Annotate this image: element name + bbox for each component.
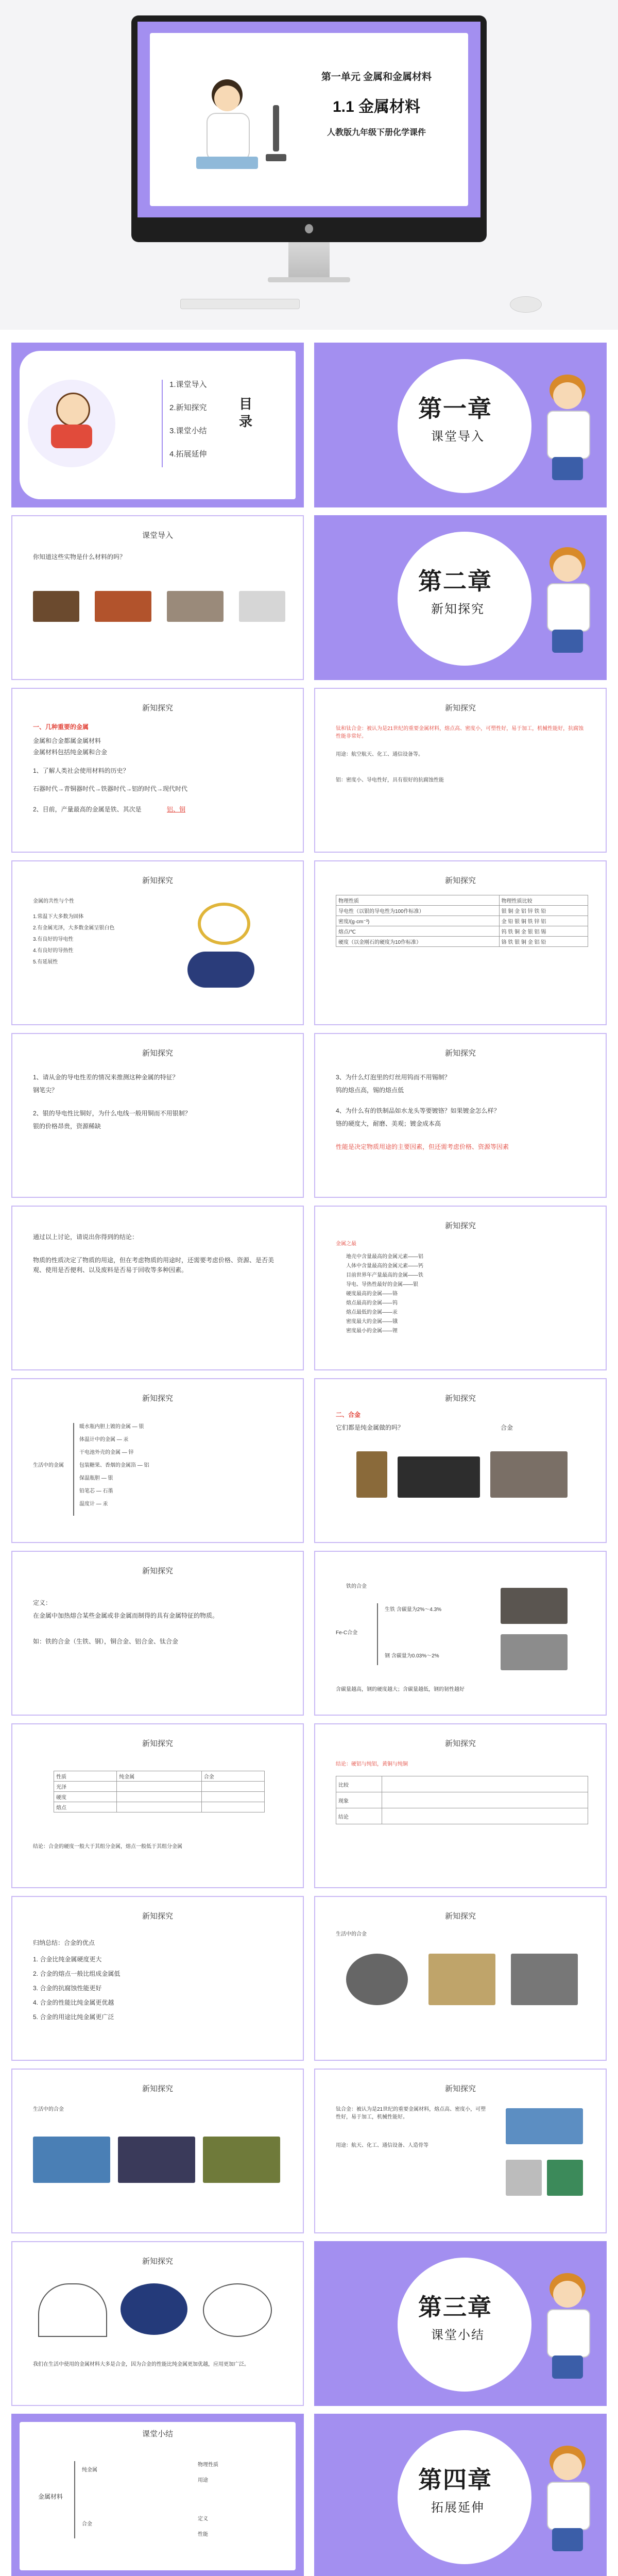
cover-section [0,0,618,330]
explore-3-line: 4.有良好的导热性 [33,948,74,954]
table-cell: 结论 [336,1808,382,1824]
table-cell: 光泽 [54,1782,117,1792]
explore-7-line: 物质的性质决定了物质的用途，但在考虑物质的用途时，还需要考虑价格、资源、是否美观、使用是否便利、以及废料是否易于回收等多种因素。 [33,1257,274,1274]
table-cell: 铬 铁 银 铜 金 铝 铅 [499,937,588,947]
explore-1-line: 金属材料包括纯金属和合金 [33,749,108,756]
explore-2-title: 新知探究 [444,704,476,713]
image-tool [33,591,79,622]
toc-heading: 目录 [239,396,253,429]
explore-6-line: 3、为什么灯泡里的灯丝用钨而不用锡制？ [336,1074,451,1081]
explore-17-title: 新知探究 [142,2084,173,2093]
monitor-base [268,277,350,282]
explore-6-line: 4、为什么有的铁制品如水龙头等要镀铬？如果镀金怎么样？ [336,1107,500,1114]
explore-1-line: 2、目前，产量最高的金属是铁、其次是 [33,806,142,813]
image-pipes [490,1451,568,1498]
explore-3-line: 2.有金属光泽，大多数金属呈银白色 [33,925,115,931]
explore-10-answer: 合金 [501,1424,513,1431]
explore-15-line: 2. 合金的熔点一般比组成金属低 [33,1970,121,1977]
table-header: 纯金属 [117,1771,201,1782]
slide-explore-1 [11,688,304,853]
list-item: 熔点最高的金属——钨 [346,1300,398,1306]
explore-18-title: 新知探究 [444,2084,476,2093]
explore-6-title: 新知探究 [444,1049,476,1058]
brace-line [73,1423,74,1516]
slide-explore-9 [11,1378,304,1543]
table-cell: 熔点/℃ [336,926,500,937]
explore-8-title: 新知探究 [444,1222,476,1230]
intro-question: 你知道这些实物是什么材料的吗？ [33,553,126,561]
slide-explore-2 [314,688,607,853]
keyboard [180,299,300,309]
image-car [398,1456,480,1498]
explore-1-highlight: 铝、铜 [167,806,186,813]
explore-11-line: 在金属中加热熔合某些金属或非金属而制得的具有金属特征的物质。 [33,1612,219,1619]
comparison-table [54,1771,265,1812]
list-item: 人体中含量最高的金属元素——钙 [346,1263,423,1269]
image-statue [356,1451,387,1498]
slide-explore-13 [11,1723,304,1888]
explore-9-title: 新知探究 [142,1394,173,1403]
image-foil [239,591,285,622]
explore-14-line: 结论：硬铝与纯铝，黄铜与纯铜 [336,1761,408,1767]
table-cell: 导电性（以银的导电性为100作标准） [336,906,500,916]
slide-chapter-2 [314,515,607,680]
chapter-1-cartoon [542,375,593,483]
list-item: 地壳中含量最高的金属元素——铝 [346,1254,423,1260]
explore-1-line: 石器时代→青铜器时代→铁器时代→铝的时代→现代时代 [33,785,188,792]
explore-15-line: 5. 合金的用途比纯金属更广泛 [33,2013,114,2021]
explore-10-section: 二、合金 [336,1411,361,1418]
result-table [336,1776,588,1824]
explore-6-line: 铬的硬度大，耐磨、美观；镀金成本高 [336,1120,441,1127]
explore-16-title: 新知探究 [444,1912,476,1921]
image-bridge [33,2137,110,2183]
explore-5-line: 2、银的导电性比铜好，为什么电线一般用铜而不用银制？ [33,1110,191,1117]
slide-explore-7 [11,1206,304,1370]
explore-1-line: 1、了解人类社会使用材料的历史？ [33,767,129,774]
cover-microscope-icon [266,105,286,167]
list-item: 暖水瓶内胆上镀的金属 — 银 [79,1424,144,1430]
list-item: 钢 含碳量为0.03%～2% [385,1653,439,1659]
toc-item-2[interactable]: 2.新知探究 [169,403,207,412]
table-header: 物理性质 [336,895,500,906]
list-item: 温度计 — 汞 [79,1501,108,1507]
list-item: 密度最大的金属——锇 [346,1319,398,1325]
table-cell: 硬度（以金刚石的硬度为10作标准） [336,937,500,947]
intro-title: 课堂导入 [142,531,173,540]
image-metal-sheet [167,591,224,622]
explore-3-line: 5.有延展性 [33,959,58,965]
image-pan [428,1954,495,2005]
table-cell: 熔点 [54,1802,117,1812]
image-globe [203,2283,272,2337]
summary-leaf: 用途 [198,2478,208,2483]
list-item: 导电、导热性最好的金属——银 [346,1282,418,1287]
list-item: 硬度最高的金属——铬 [346,1291,398,1297]
table-cell: 现象 [336,1792,382,1808]
chapter-2-name: 新知探究 [431,602,485,616]
explore-15-title: 新知探究 [142,1912,173,1921]
chapter-4-number: 第四章 [418,2466,492,2493]
table-header: 物理性质比较 [499,895,588,906]
slide-explore-16 [314,1896,607,2061]
list-item: 包装糖果、香烟的金属箔 — 铝 [79,1463,149,1468]
toc-item-3[interactable]: 3.课堂小结 [169,427,207,435]
explore-5-line: 银的价格昂贵，资源稀缺 [33,1123,101,1130]
explore-7-line: 通过以上讨论，请说出你得到的结论： [33,1233,139,1241]
explore-2-line: 铝：密度小、导电性好，具有很好的抗腐蚀性能 [336,777,444,783]
monitor-screen [138,22,480,217]
image-copper-wire [95,591,151,622]
cover-subtitle: 人教版九年级下册化学课件 [327,128,426,137]
image-wire-coil [187,952,254,988]
summary-mid-title: 新知探究 [142,2257,173,2266]
explore-11-title: 新知探究 [142,1567,173,1575]
chapter-2-number: 第二章 [418,568,492,595]
explore-18-line: 钛合金：被认为是21世纪的重要金属材料，熔点高、密度小，可塑性好，易于加工，机械性能好。 [336,2107,486,2120]
chapter-3-name: 课堂小结 [431,2328,485,2342]
chapter-3-number: 第三章 [418,2294,492,2320]
image-steel [501,1634,568,1670]
image-satellite [547,2160,583,2196]
property-table [336,895,588,947]
toc-divider [162,380,163,467]
image-dome [38,2283,107,2337]
monitor-stand [288,242,330,278]
explore-15-line: 4. 合金的性能比纯金属更优越 [33,1999,114,2006]
explore-11-line: 定义： [33,1599,52,1606]
explore-17-label: 生活中的合金 [33,2107,64,2112]
explore-13-title: 新知探究 [142,1739,173,1748]
toc-item-4[interactable]: 4.拓展延伸 [169,450,207,459]
slide-chapter-4 [314,2414,607,2576]
list-item: 密度最小的金属——锂 [346,1328,398,1334]
slide-explore-10 [314,1378,607,1543]
slide-chapter-1 [314,343,607,507]
image-net [121,2283,187,2335]
toc-item-1[interactable]: 1.课堂导入 [169,380,207,389]
chapter-2-cartoon [542,547,593,655]
explore-11-line: 如：铁的合金（生铁、钢），铜合金、铝合金、钛合金 [33,1638,179,1645]
explore-3-title: 新知探究 [142,876,173,885]
brace-line [74,2461,75,2538]
image-bike [203,2137,280,2183]
explore-1-section: 一、几种重要的金属 [33,723,89,731]
summary-leaf: 定义 [198,2516,208,2522]
explore-2-line: 用途：航空航天、化工、通信设备等。 [336,752,423,757]
slide-explore-15 [11,1896,304,2061]
explore-12-note: 含碳量越高，钢的硬度越大；含碳量越低，钢的韧性越好 [336,1687,465,1692]
summary-branch: 合金 [82,2521,92,2527]
slide-summary-mid [11,2241,304,2406]
apple-logo-icon [305,224,313,233]
image-plane [506,2108,583,2144]
summary-branch: 纯金属 [82,2467,97,2473]
slide-explore-14 [314,1723,607,1888]
explore-9-left-label: 生活中的金属 [33,1463,64,1468]
image-gold-ring [198,903,250,945]
slide-toc [11,343,304,507]
explore-6-line: 钨的熔点高，锡的熔点低 [336,1087,404,1094]
explore-5-line: 1、请从金的导电性差的情况来推测这种金属的特征？ [33,1074,179,1081]
table-cell: 密度/(g·cm⁻³) [336,916,500,926]
explore-8-label: 金属之最 [336,1241,356,1247]
cover-card [150,33,468,206]
cover-cartoon-left [196,79,258,172]
list-item: 生铁 含碳量为2%～4.3% [385,1607,442,1613]
explore-5-title: 新知探究 [142,1049,173,1058]
slide-intro [11,515,304,680]
list-item: 干电池外壳的金属 — 锌 [79,1450,134,1455]
table-cell: 比较 [336,1776,382,1792]
explore-1-line: 金属和合金都属金属材料 [33,737,101,744]
explore-6-highlight: 性能是决定物质用途的主要因素，但还需考虑价格、资源等因素 [336,1143,509,1150]
brace-line [377,1603,378,1665]
summary-mid-note: 我们在生活中使用的金属材料大多是合金，因为合金的性能比纯金属更加优越，应用更加广泛。 [33,2362,249,2367]
image-wheel [346,1954,408,2005]
explore-3-line: 金属的共性与个性 [33,899,74,904]
list-item: 体温计中的金属 — 汞 [79,1437,129,1443]
explore-10-title: 新知探究 [444,1394,476,1403]
chapter-4-name: 拓展延伸 [431,2501,485,2515]
slide-chapter-3 [314,2241,607,2406]
table-header: 合金 [201,1771,264,1782]
summary-title: 课堂小结 [142,2430,173,2438]
image-bone [506,2160,542,2196]
image-tools [511,1954,578,2005]
list-item: 目前世界年产量最高的金属——铁 [346,1273,423,1278]
list-item: 铅笔芯 — 石墨 [79,1488,113,1494]
slide-explore-5 [11,1033,304,1198]
explore-15-line: 1. 合金比纯金属硬度更大 [33,1956,102,1963]
chapter-4-cartoon [542,2446,593,2554]
slide-explore-17 [11,2069,304,2233]
table-cell: 钨 铁 铜 金 银 铝 锡 [499,926,588,937]
slide-explore-12 [314,1551,607,1716]
image-pig-iron [501,1588,568,1624]
slide-explore-3 [11,860,304,1025]
slide-explore-4 [314,860,607,1025]
table-cell: 银 铜 金 铝 锌 铁 铅 [499,906,588,916]
table-cell: 金 铅 银 铜 铁 锌 铝 [499,916,588,926]
explore-3-line: 3.有良好的导电性 [33,937,74,942]
explore-5-line: 钢笔尖？ [33,1087,58,1094]
slide-summary [11,2414,304,2576]
cover-title: 1.1 金属材料 [332,98,421,115]
chapter-3-cartoon [542,2273,593,2381]
summary-leaf: 性能 [198,2532,208,2537]
toc-boy-icon [48,393,95,449]
monitor [131,15,487,242]
summary-root: 金属材料 [38,2493,63,2500]
list-item: 熔点最低的金属——汞 [346,1310,398,1315]
explore-16-label: 生活中的合金 [336,1931,367,1937]
image-train [118,2137,195,2183]
mouse [510,296,542,313]
explore-4-title: 新知探究 [444,876,476,885]
explore-15-line: 归纳总结：合金的优点 [33,1939,95,1946]
slide-explore-11 [11,1551,304,1716]
explore-14-title: 新知探究 [444,1739,476,1748]
fe-c-label: Fe-C合金 [336,1630,358,1636]
slide-explore-6 [314,1033,607,1198]
summary-leaf: 物理性质 [198,2462,218,2468]
cover-unit: 第一单元 金属和金属材料 [321,72,432,82]
explore-3-line: 1.常温下大多数为固体 [33,914,84,920]
table-header: 性质 [54,1771,117,1782]
explore-10-question: 它们都是纯金属做的吗？ [336,1424,404,1431]
explore-18-line: 用途：航天、化工、通信设备、人造骨等 [336,2143,428,2148]
table-cell: 硬度 [54,1792,117,1802]
slide-explore-8 [314,1206,607,1370]
chapter-1-number: 第一章 [418,395,492,422]
explore-1-title: 新知探究 [142,704,173,713]
slide-explore-18 [314,2069,607,2233]
list-item: 保温瓶胆 — 银 [79,1476,113,1481]
explore-12-label: 铁的合金 [346,1584,367,1589]
explore-15-line: 3. 合金的抗腐蚀性能更好 [33,1985,102,1992]
explore-13-note: 结论：合金的硬度一般大于其组分金属，熔点一般低于其组分金属 [33,1844,182,1850]
explore-2-line: 钛和钛合金：被认为是21世纪的重要金属材料，熔点高、密度小，可塑性好，易于加工，机械性能好，抗腐蚀性能非常好。 [336,726,584,739]
chapter-1-name: 课堂导入 [431,430,485,444]
